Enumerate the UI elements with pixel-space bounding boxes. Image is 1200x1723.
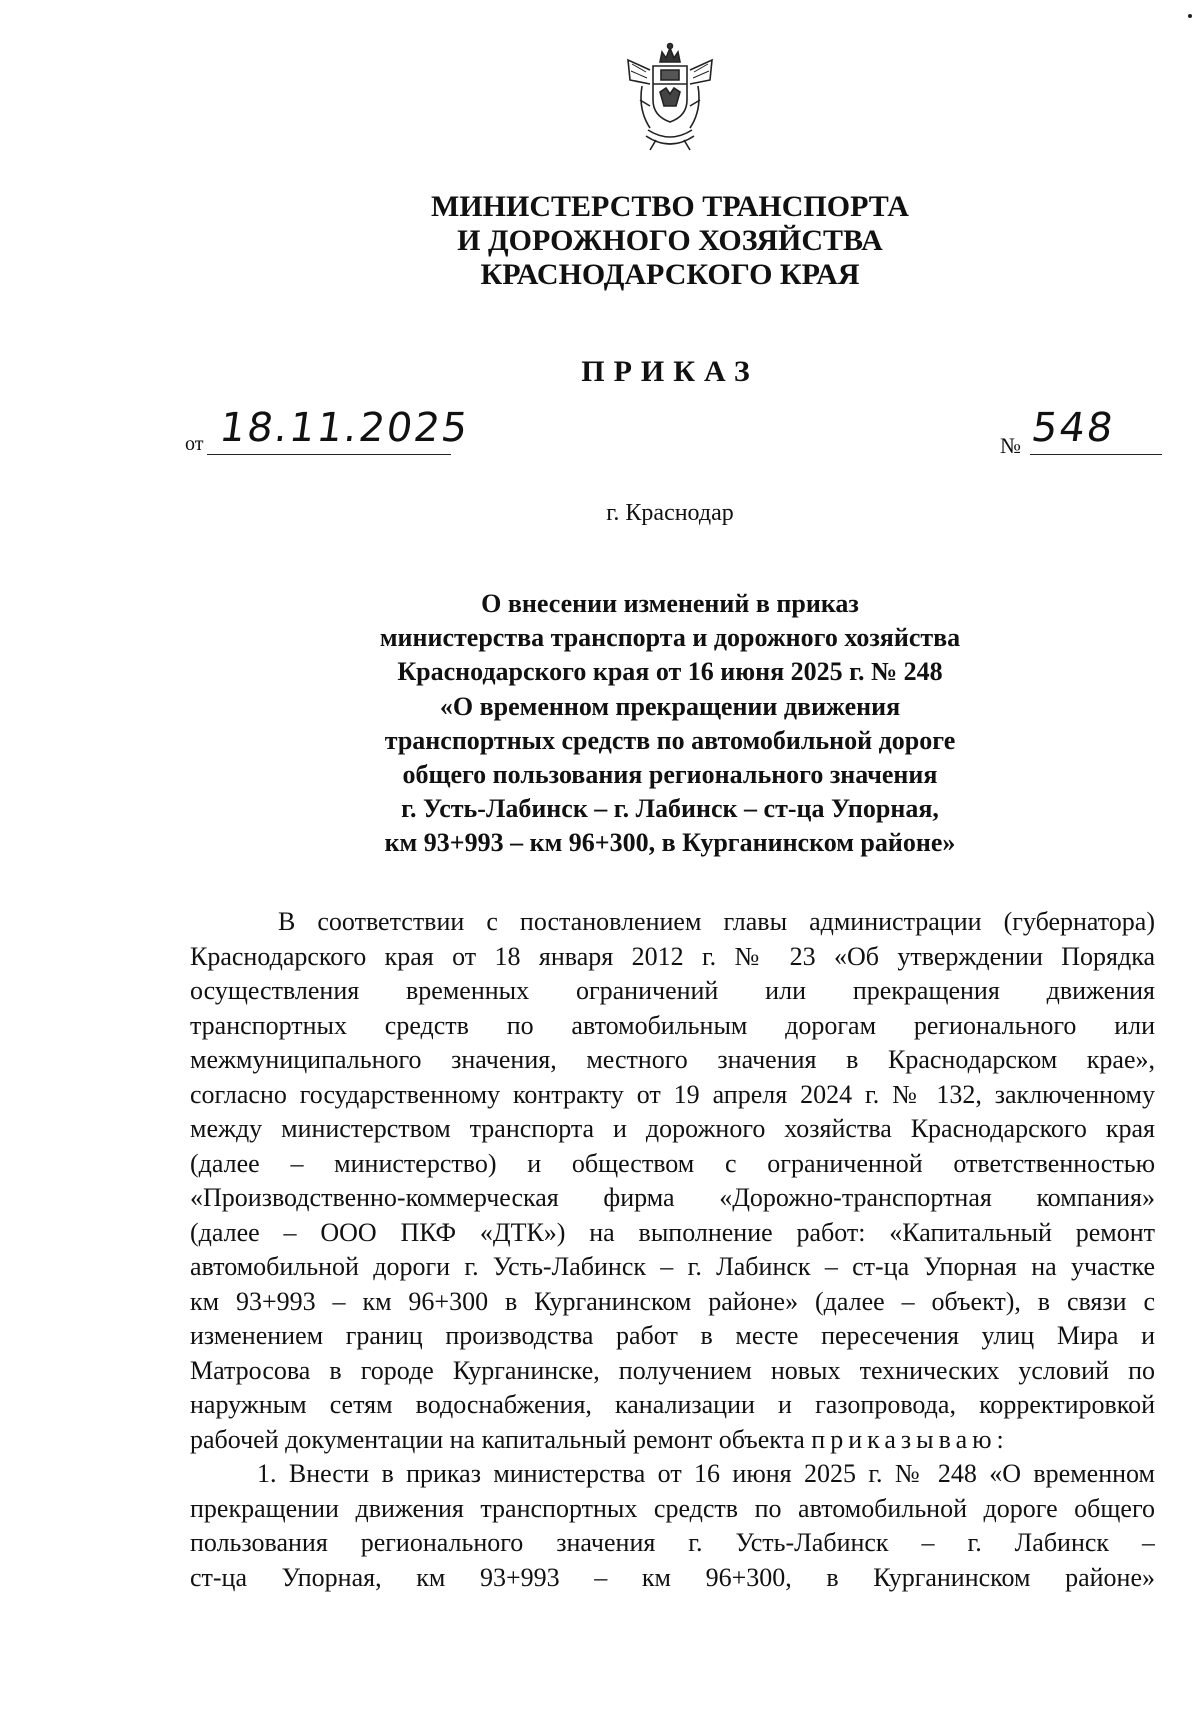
item-line: прекращении движения транспортных средств по автомобильной дороге общего (190, 1493, 1155, 1523)
subject-line: км 93+993 – км 96+300, в Курганинском районе» (384, 828, 956, 858)
ministry-line: И ДОРОЖНОГО ХОЗЯЙСТВА (457, 224, 883, 257)
directive-word: приказываю: (811, 1424, 1009, 1454)
number-underline (1030, 454, 1162, 455)
body-line: автомобильной дороги г. Усть-Лабинск – г. Лабинск – ст-ца Упорная на участке (190, 1252, 1155, 1281)
number-value: 548 (1028, 405, 1118, 451)
ministry-name (0, 190, 1200, 292)
subject-line: общего пользования регионального значения (402, 760, 938, 790)
krasnodar-coat-of-arms-icon (620, 40, 720, 155)
body-line: Краснодарского края от 18 января 2012 г. № 23 «Об утверждении Порядка (190, 941, 1155, 971)
subject-line: министерства транспорта и дорожного хозяйства (379, 623, 961, 653)
body-line-directive (190, 1423, 1155, 1458)
number-label: № (1000, 433, 1021, 458)
body-line: между министерством транспорта и дорожного хозяйства Краснодарского края (190, 1114, 1155, 1143)
subject-line: Краснодарского края от 16 июня 2025 г. № 248 (397, 657, 943, 687)
ministry-line: МИНИСТЕРСТВО ТРАНСПОРТА (431, 190, 909, 223)
body-line: согласно государственному контракту от 19 апреля 2024 г. № 132, заключенному (190, 1079, 1155, 1109)
preamble-last-text: рабочей документации на капитальный ремонт объекта (190, 1424, 805, 1454)
date-value: 18.11.2025 (216, 405, 473, 451)
subject-line: транспортных средств по автомобильной дороге (384, 725, 956, 755)
item-line: 1. Внести в приказ министерства от 16 июня 2025 г. № 248 «О временном (257, 1459, 1155, 1488)
body-line: транспортных средств по автомобильным дорогам регионального или (190, 1010, 1155, 1040)
subject-line: «О временном прекращении движения (439, 691, 901, 721)
date-label: от (185, 433, 204, 455)
body-line: (далее – министерство) и обществом с ограниченной ответственностью (190, 1148, 1155, 1178)
city-line: г. Краснодар (606, 500, 734, 526)
body-line: межмуниципального значения, местного значения в Краснодарском крае», (190, 1045, 1155, 1074)
item-line: пользования регионального значения г. Усть-Лабинск – г. Лабинск – (190, 1528, 1155, 1557)
body-line: наружным сетям водоснабжения, канализации и газопровода, корректировкой (190, 1390, 1155, 1419)
order-subject (0, 587, 1200, 861)
body-line: В соответствии с постановлением главы администрации (губернатора) (278, 907, 1155, 936)
body-line: Матросова в городе Курганинске, получением новых технических условий по (190, 1355, 1155, 1385)
document-type-title: ПРИКАЗ (581, 355, 759, 388)
body-line: изменением границ производства работ в месте пересечения улиц Мира и (190, 1321, 1155, 1350)
item-line: ст-ца Упорная, км 93+993 – км 96+300, в Курганинском районе» (190, 1562, 1155, 1592)
body-line: осуществления временных ограничений или прекращения движения (190, 976, 1155, 1005)
ministry-line: КРАСНОДАРСКОГО КРАЯ (480, 258, 860, 291)
date-underline (207, 454, 451, 455)
scan-dot (1188, 14, 1192, 18)
body-line: км 93+993 – км 96+300 в Курганинском районе» (далее – объект), в связи с (190, 1286, 1155, 1316)
subject-line: О внесении изменений в приказ (481, 589, 859, 618)
order-body (190, 905, 1155, 1595)
body-line: «Производственно-коммерческая фирма «Дорожно-транспортная компания» (190, 1183, 1155, 1212)
body-line: (далее – ООО ПКФ «ДТК») на выполнение работ: «Капитальный ремонт (190, 1217, 1155, 1247)
subject-line: г. Усть-Лабинск – г. Лабинск – ст-ца Упорная, (401, 794, 939, 824)
